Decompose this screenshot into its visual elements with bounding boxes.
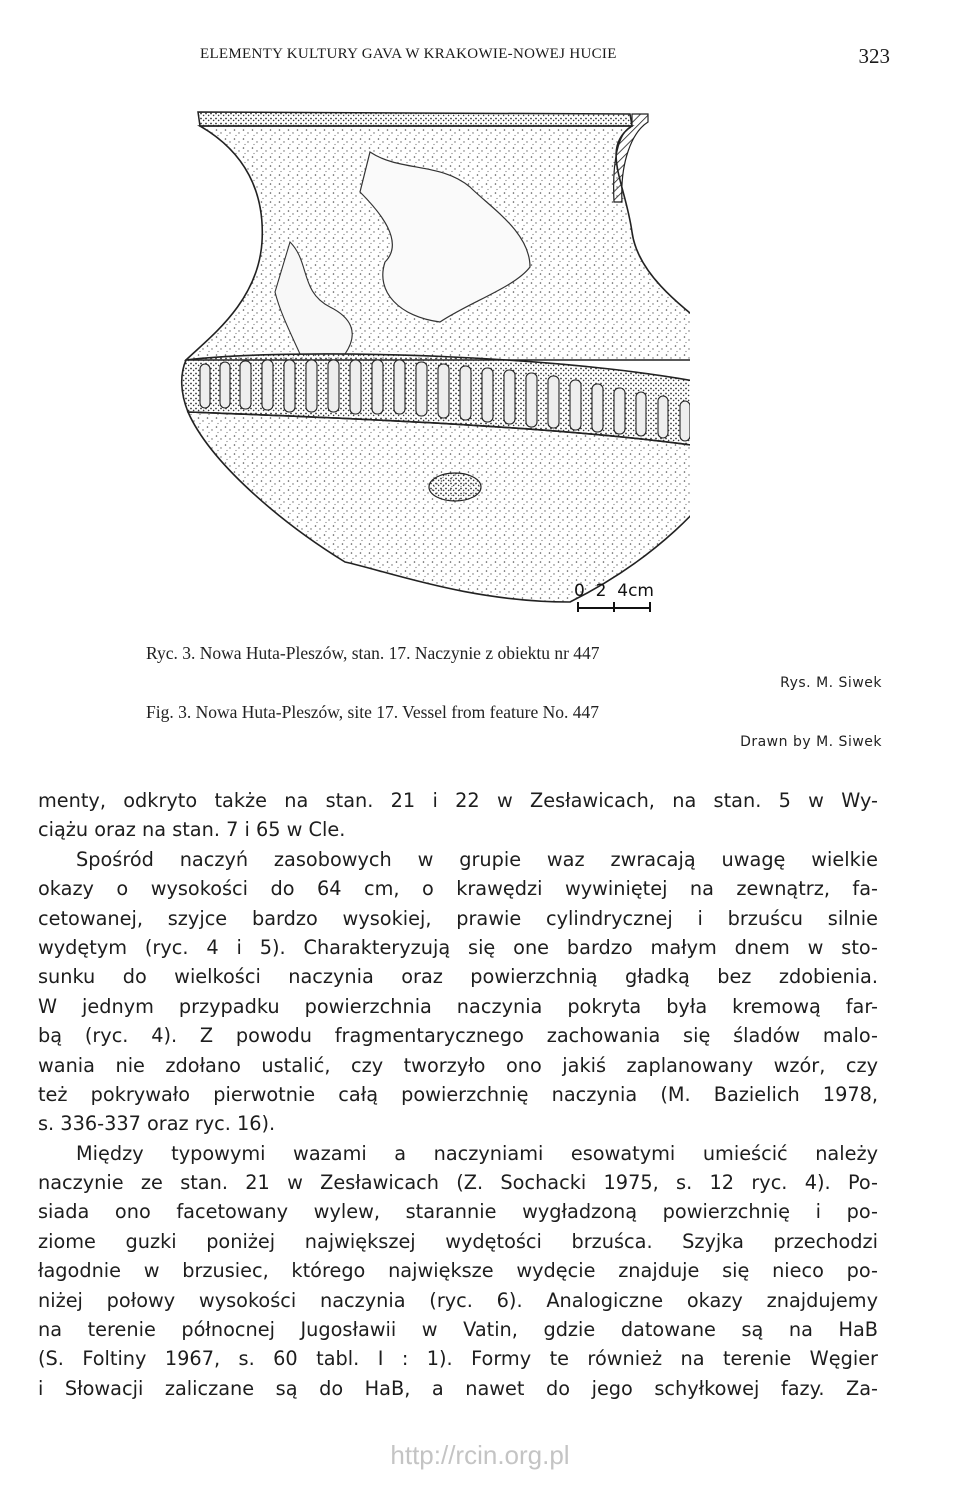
text-line: wydętym (ryc. 4 i 5). Charakteryzują się one bardzo małym dnem w sto- bbox=[38, 935, 878, 959]
text-line: s. 336-337 oraz ryc. 16). bbox=[38, 1112, 276, 1136]
text-line: bą (ryc. 4). Z powodu fragmentarycznego zachowania się śladów malo- bbox=[38, 1024, 878, 1048]
text-line: Spośród naczyń zasobowych w grupie waz zwracają uwagę wielkie bbox=[76, 847, 878, 871]
caption-en-credit: Drawn by M. Siwek bbox=[740, 734, 882, 750]
paragraph-3 bbox=[38, 1139, 878, 1404]
body-text bbox=[38, 786, 878, 1403]
text-line: (S. Foltiny 1967, s. 60 tabl. I : 1). Formy te również na terenie Węgier bbox=[38, 1347, 878, 1371]
text-line: wania nie zdołano ustalić, czy tworzyło ono jakiś zaplanowany wzór, czy bbox=[38, 1053, 878, 1077]
text-line: ziome guzki poniżej największej wydętości brzuśca. Szyjka przechodzi bbox=[38, 1229, 878, 1253]
vessel-rim bbox=[198, 112, 632, 126]
paragraph-1 bbox=[38, 786, 878, 845]
page-number: 323 bbox=[858, 44, 890, 68]
running-header bbox=[200, 44, 890, 68]
text-line: też pokrywało pierwotnie całą powierzchnię naczynia (M. Bazielich 1978, bbox=[38, 1082, 878, 1106]
text-line: W jednym przypadku powierzchnia naczynia pokryta była kremową far- bbox=[38, 994, 878, 1018]
text-line: naczynie ze stan. 21 w Zesławicach (Z. Sochacki 1975, s. 12 ryc. 4). Po- bbox=[38, 1171, 878, 1195]
scale-bar bbox=[578, 602, 650, 612]
caption-pl-credit: Rys. M. Siwek bbox=[780, 675, 882, 691]
text-line: okazy o wysokości do 64 cm, o krawędzi wywiniętej na zewnątrz, fa- bbox=[38, 877, 878, 901]
text-line: i Słowacji zaliczane są do HaB, a nawet do jego schyłkowej fazy. Za- bbox=[38, 1376, 878, 1400]
text-line: niżej połowy wysokości naczynia (ryc. 6). Analogiczne okazy znajdujemy bbox=[38, 1288, 878, 1312]
paragraph-2 bbox=[38, 845, 878, 1139]
text-line: Między typowymi wazami a naczyniami esowatymi umieścić należy bbox=[76, 1141, 878, 1165]
text-line: na terenie północnej Jugosławii w Vatin, gdzie datowane są na HaB bbox=[38, 1318, 878, 1342]
text-line: sunku do wielkości naczynia oraz powierzchnią gładką bez zdobienia. bbox=[38, 965, 878, 989]
caption-pl: Ryc. 3. Nowa Huta-Pleszów, stan. 17. Naczynie z obiektu nr 447 bbox=[146, 643, 600, 663]
figure-caption bbox=[146, 640, 882, 758]
text-line: ciążu oraz na stan. 7 i 65 w Cle. bbox=[38, 818, 346, 842]
text-line: siada ono facetowany wylew, starannie wygładzoną powierzchnię i po- bbox=[38, 1200, 878, 1224]
vessel-drawing bbox=[170, 92, 690, 624]
text-line: łagodnie w brzusiec, którego największe wydęcie znajduje się nieco po- bbox=[38, 1259, 878, 1283]
running-title: ELEMENTY KULTURY GAVA W KRAKOWIE-NOWEJ HUCIE bbox=[200, 46, 617, 62]
caption-en: Fig. 3. Nowa Huta-Pleszów, site 17. Vessel from feature No. 447 bbox=[146, 702, 599, 722]
watermark-url: http://rcin.org.pl bbox=[390, 1440, 570, 1470]
text-line: menty, odkryto także na stan. 21 i 22 w Zesławicach, na stan. 5 w Wy- bbox=[38, 789, 878, 812]
scale-label: 0 2 4cm bbox=[574, 581, 654, 601]
text-line: cetowanej, szyjce bardzo wysokiej, prawie cylindrycznej i brzuścu silnie bbox=[38, 906, 878, 930]
vessel-knob bbox=[429, 473, 481, 501]
vessel-lower-body bbox=[188, 412, 690, 602]
